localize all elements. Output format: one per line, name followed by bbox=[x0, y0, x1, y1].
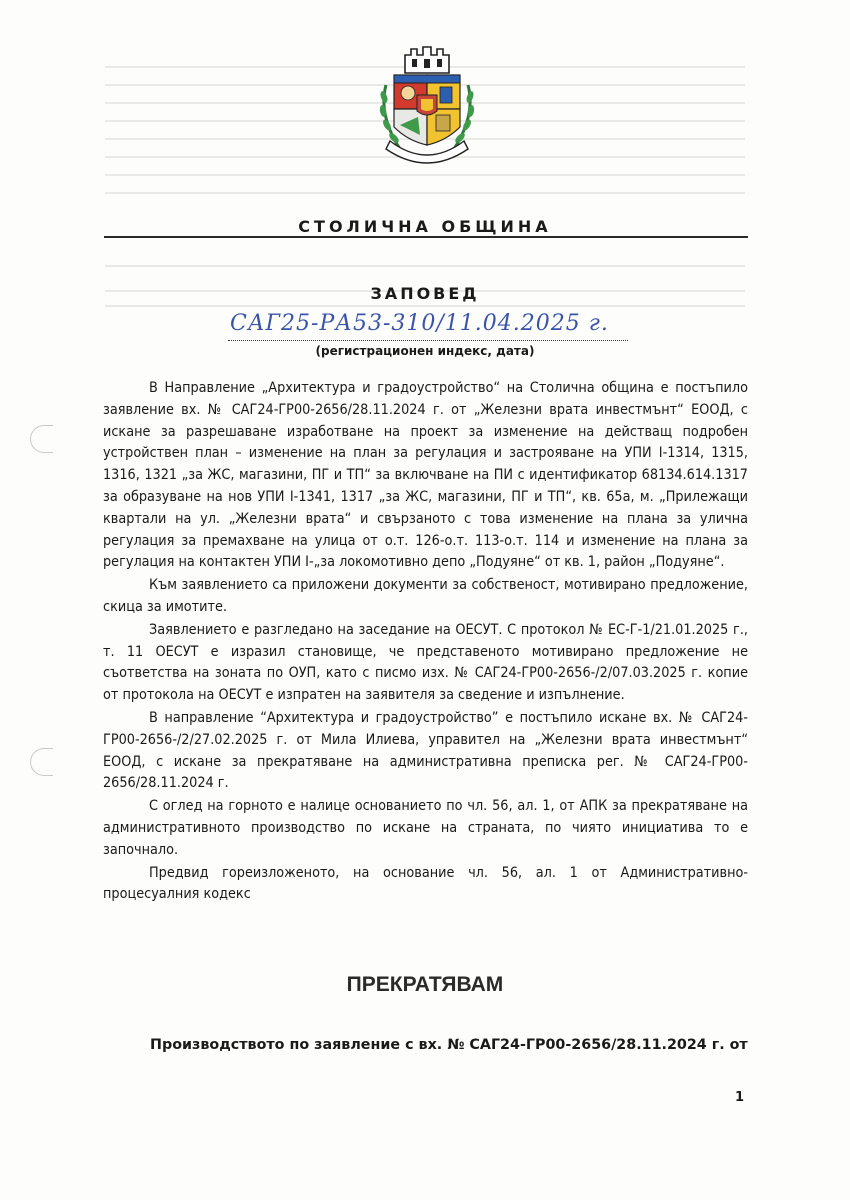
paragraph: С оглед на горното е налице основанието по чл. 56, ал. 1, от АПК за прекратяване на административното производство по искане на страната, по чиято инициатива то е започнало. bbox=[103, 798, 748, 858]
registration-dotted-line bbox=[228, 340, 628, 341]
document-body bbox=[103, 378, 748, 906]
paragraph: Предвид гореизложеното, на основание чл. 56, ал. 1 от Административно-процесуалния кодекс bbox=[103, 864, 748, 903]
registration-label: (регистрационен индекс, дата) bbox=[315, 344, 535, 358]
punch-hole-mark bbox=[30, 748, 53, 776]
document-title: ЗАПОВЕД bbox=[370, 284, 480, 303]
closing-line: Производството по заявление с вх. № САГ24-ГР00-2656/28.11.2024 г. от bbox=[150, 1037, 748, 1053]
header-divider bbox=[104, 236, 748, 238]
sofia-coat-of-arms-icon bbox=[372, 45, 482, 165]
decision-heading: ПРЕКРАТЯВАМ bbox=[346, 973, 504, 996]
paragraph: Заявлението е разгледано на заседание на ОЕСУТ. С протокол № ЕС-Г-1/21.01.2025 г., т. 11 ОЕСУТ е изразил становище, че представеното мотивирано предложение не съответства на зоната по ОУП, като с писмо изх. № САГ24-ГР00-2656-/2/07.03.2025 г. копие от протокола на ОЕСУТ е изпратен на заявителя за сведение и изпълнение. bbox=[103, 621, 748, 704]
paragraph: Към заявлението са приложени документи за собственост, мотивирано предложение, скица за имотите. bbox=[103, 577, 748, 615]
page-number: 1 bbox=[735, 1090, 745, 1105]
punch-hole-mark bbox=[30, 425, 53, 453]
organization-name: СТОЛИЧНА ОБЩИНА bbox=[298, 217, 552, 236]
paragraph: В Направление „Архитектура и градоустройство“ на Столична община е постъпило заявление вх. № САГ24-ГР00-2656/28.11.2024 г. от „Железни врата инвестмънт“ ЕООД, с искане за разрешаване изработване на проект за изменение на действащ подробен устройствен план – изменение на план за регулация и застрояване на УПИ I-1314, 1315, 1316, 1321 „за ЖС, магазини, ПГ и ТП“ за включване на ПИ с идентификатор 68134.614.1317 за образуване на нов УПИ I-1341, 1317 „за ЖС, магазини, ПГ и ТП“, кв. 65а, м. „Прилежащи квартали на ул. „Железни врата“ и свързаното с това изменение на плана за улична регулация за премахване на улица от о.т. 126-о.т. 113-о.т. 114 и изменение на плана за регулация на контактен УПИ I-„за локомотивно депо „Подуяне“ от кв. 1, район „Подуяне“. bbox=[103, 380, 748, 571]
paragraph: В направление “Архитектура и градоустройство” е постъпило искане вх. № САГ24-ГР00-2656-/2/27.02.2025 г. от Мила Илиева, управител на „Железни врата инвестмънт“ ЕООД, с искане за прекратяване на административна преписка рег. № САГ24-ГР00-2656/28.11.2024 г. bbox=[103, 709, 748, 792]
registration-number: САГ25-РА53-310/11.04.2025 г. bbox=[230, 311, 609, 336]
